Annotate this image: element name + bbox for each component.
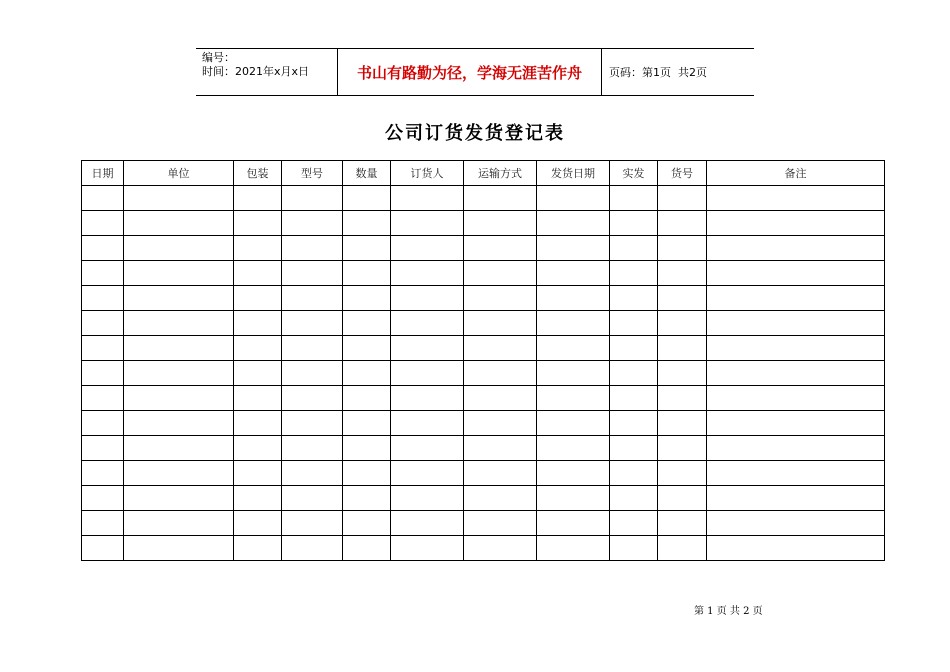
- table-cell[interactable]: [282, 411, 343, 436]
- table-cell[interactable]: [343, 436, 391, 461]
- table-cell[interactable]: [464, 511, 537, 536]
- table-cell[interactable]: [537, 486, 610, 511]
- table-cell[interactable]: [343, 311, 391, 336]
- document-time-label: 时间：2021年x月x日: [202, 65, 310, 78]
- table-cell[interactable]: [537, 436, 610, 461]
- table-cell[interactable]: [282, 186, 343, 211]
- table-cell[interactable]: [234, 436, 282, 461]
- table-cell[interactable]: [124, 511, 234, 536]
- table-cell[interactable]: [658, 386, 707, 411]
- table-cell[interactable]: [707, 386, 885, 411]
- table-cell[interactable]: [610, 536, 658, 561]
- table-cell[interactable]: [343, 211, 391, 236]
- table-cell[interactable]: [464, 336, 537, 361]
- page-title: 公司订货发货登记表: [385, 123, 565, 144]
- table-row: [82, 286, 885, 311]
- column-header-transport: 运输方式: [464, 161, 537, 186]
- table-cell[interactable]: [343, 411, 391, 436]
- table-cell[interactable]: [610, 411, 658, 436]
- table-cell[interactable]: [537, 411, 610, 436]
- table-cell[interactable]: [707, 361, 885, 386]
- table-cell[interactable]: [82, 211, 124, 236]
- table-cell[interactable]: [391, 286, 464, 311]
- table-cell[interactable]: [234, 286, 282, 311]
- column-header-model: 型号: [282, 161, 343, 186]
- table-cell[interactable]: [282, 436, 343, 461]
- table-cell[interactable]: [82, 186, 124, 211]
- column-header-shipped: 实发: [610, 161, 658, 186]
- table-cell[interactable]: [282, 461, 343, 486]
- table-row: [82, 461, 885, 486]
- table-cell[interactable]: [464, 286, 537, 311]
- table-cell[interactable]: [610, 336, 658, 361]
- table-cell[interactable]: [343, 461, 391, 486]
- header-slogan: 书山有路勤为径，学海无涯苦作舟: [338, 49, 602, 95]
- table-body: [82, 186, 885, 561]
- column-header-packaging: 包装: [234, 161, 282, 186]
- table-cell[interactable]: [658, 211, 707, 236]
- table-cell[interactable]: [610, 361, 658, 386]
- table-header-row: [82, 161, 885, 186]
- table-cell[interactable]: [82, 286, 124, 311]
- table-cell[interactable]: [707, 186, 885, 211]
- table-cell[interactable]: [537, 461, 610, 486]
- table-cell[interactable]: [610, 436, 658, 461]
- table-cell[interactable]: [610, 386, 658, 411]
- table-row: [82, 511, 885, 536]
- table-cell[interactable]: [124, 186, 234, 211]
- table-cell[interactable]: [391, 536, 464, 561]
- table-cell[interactable]: [282, 361, 343, 386]
- table-row: [82, 186, 885, 211]
- table-cell[interactable]: [658, 361, 707, 386]
- table-cell[interactable]: [464, 436, 537, 461]
- table-cell[interactable]: [610, 186, 658, 211]
- table-cell[interactable]: [124, 261, 234, 286]
- table-cell[interactable]: [124, 411, 234, 436]
- table-cell[interactable]: [707, 411, 885, 436]
- table-cell[interactable]: [82, 511, 124, 536]
- table-cell[interactable]: [707, 211, 885, 236]
- table-cell[interactable]: [537, 236, 610, 261]
- table-cell[interactable]: [124, 486, 234, 511]
- table-cell[interactable]: [537, 536, 610, 561]
- table-cell[interactable]: [282, 211, 343, 236]
- table-cell[interactable]: [282, 236, 343, 261]
- table-cell[interactable]: [707, 536, 885, 561]
- table-cell[interactable]: [464, 311, 537, 336]
- table-row: [82, 211, 885, 236]
- table-cell[interactable]: [707, 261, 885, 286]
- table-cell[interactable]: [391, 461, 464, 486]
- table-row: [82, 386, 885, 411]
- table-row: [82, 486, 885, 511]
- table-cell[interactable]: [610, 211, 658, 236]
- column-header-quantity: 数量: [343, 161, 391, 186]
- table-cell[interactable]: [464, 211, 537, 236]
- column-header-remarks: 备注: [707, 161, 885, 186]
- table-cell[interactable]: [391, 486, 464, 511]
- table-cell[interactable]: [464, 261, 537, 286]
- table-cell[interactable]: [610, 461, 658, 486]
- table-cell[interactable]: [234, 336, 282, 361]
- column-header-orderer: 订货人: [391, 161, 464, 186]
- table-row: [82, 261, 885, 286]
- table-cell[interactable]: [537, 211, 610, 236]
- table-cell[interactable]: [234, 261, 282, 286]
- table-cell[interactable]: [707, 236, 885, 261]
- column-header-date: 日期: [82, 161, 124, 186]
- order-shipping-table: [81, 160, 885, 561]
- table-cell[interactable]: [343, 186, 391, 211]
- table-cell[interactable]: [658, 336, 707, 361]
- table-cell[interactable]: [464, 411, 537, 436]
- table-cell[interactable]: [658, 311, 707, 336]
- table-cell[interactable]: [82, 386, 124, 411]
- table-cell[interactable]: [391, 261, 464, 286]
- table-cell[interactable]: [707, 286, 885, 311]
- table-cell[interactable]: [537, 186, 610, 211]
- table-cell[interactable]: [610, 286, 658, 311]
- table-cell[interactable]: [234, 236, 282, 261]
- table-cell[interactable]: [343, 236, 391, 261]
- table-cell[interactable]: [610, 261, 658, 286]
- table-cell[interactable]: [234, 361, 282, 386]
- table-cell[interactable]: [343, 261, 391, 286]
- column-header-item-no: 货号: [658, 161, 707, 186]
- table-cell[interactable]: [234, 311, 282, 336]
- table-cell[interactable]: [124, 386, 234, 411]
- table-row: [82, 236, 885, 261]
- table-cell[interactable]: [124, 286, 234, 311]
- table-cell[interactable]: [282, 511, 343, 536]
- table-cell[interactable]: [124, 311, 234, 336]
- table-cell[interactable]: [464, 361, 537, 386]
- table-cell[interactable]: [124, 436, 234, 461]
- table-cell[interactable]: [82, 261, 124, 286]
- table-cell[interactable]: [658, 261, 707, 286]
- table-cell[interactable]: [124, 536, 234, 561]
- table-cell[interactable]: [707, 511, 885, 536]
- table-cell[interactable]: [537, 261, 610, 286]
- table-cell[interactable]: [234, 461, 282, 486]
- table-cell[interactable]: [537, 361, 610, 386]
- table-cell[interactable]: [658, 486, 707, 511]
- table-cell[interactable]: [124, 461, 234, 486]
- table-cell[interactable]: [282, 486, 343, 511]
- header-meta: [196, 49, 338, 95]
- table-cell[interactable]: [234, 486, 282, 511]
- table-cell[interactable]: [82, 461, 124, 486]
- table-cell[interactable]: [124, 236, 234, 261]
- table-cell[interactable]: [658, 461, 707, 486]
- table-cell[interactable]: [391, 311, 464, 336]
- table-cell[interactable]: [282, 261, 343, 286]
- table-cell[interactable]: [464, 536, 537, 561]
- table-cell[interactable]: [82, 361, 124, 386]
- table-cell[interactable]: [343, 536, 391, 561]
- table-cell[interactable]: [343, 511, 391, 536]
- table-cell[interactable]: [82, 411, 124, 436]
- table-cell[interactable]: [391, 436, 464, 461]
- table-row: [82, 311, 885, 336]
- table-cell[interactable]: [707, 486, 885, 511]
- table-cell[interactable]: [464, 486, 537, 511]
- table-cell[interactable]: [282, 536, 343, 561]
- document-number-label: 编号：: [202, 51, 235, 64]
- table-cell[interactable]: [124, 211, 234, 236]
- table-cell[interactable]: [464, 236, 537, 261]
- table-row: [82, 436, 885, 461]
- table-cell[interactable]: [464, 186, 537, 211]
- table-cell[interactable]: [124, 336, 234, 361]
- table-cell[interactable]: [537, 336, 610, 361]
- table-cell[interactable]: [234, 386, 282, 411]
- table-cell[interactable]: [234, 511, 282, 536]
- table-cell[interactable]: [282, 286, 343, 311]
- table-cell[interactable]: [610, 511, 658, 536]
- table-cell[interactable]: [124, 361, 234, 386]
- column-header-unit: 单位: [124, 161, 234, 186]
- table-cell[interactable]: [707, 461, 885, 486]
- table-cell[interactable]: [391, 186, 464, 211]
- table-cell[interactable]: [464, 386, 537, 411]
- table-cell[interactable]: [234, 211, 282, 236]
- table-cell[interactable]: [82, 436, 124, 461]
- table-cell[interactable]: [707, 311, 885, 336]
- table-row: [82, 536, 885, 561]
- table-cell[interactable]: [82, 536, 124, 561]
- table-cell[interactable]: [391, 361, 464, 386]
- table-cell[interactable]: [234, 186, 282, 211]
- table-cell[interactable]: [610, 486, 658, 511]
- table-cell[interactable]: [343, 361, 391, 386]
- table-cell[interactable]: [658, 411, 707, 436]
- table-cell[interactable]: [391, 236, 464, 261]
- table-cell[interactable]: [234, 411, 282, 436]
- table-cell[interactable]: [537, 511, 610, 536]
- table-cell[interactable]: [537, 386, 610, 411]
- table-cell[interactable]: [658, 186, 707, 211]
- table-cell[interactable]: [658, 236, 707, 261]
- table-cell[interactable]: [537, 286, 610, 311]
- table-cell[interactable]: [610, 236, 658, 261]
- table-cell[interactable]: [82, 486, 124, 511]
- table-cell[interactable]: [82, 311, 124, 336]
- column-header-ship-date: 发货日期: [537, 161, 610, 186]
- table-cell[interactable]: [282, 311, 343, 336]
- document-header: [196, 48, 754, 96]
- table-cell[interactable]: [464, 461, 537, 486]
- table-cell[interactable]: [658, 511, 707, 536]
- table-cell[interactable]: [658, 536, 707, 561]
- table-cell[interactable]: [391, 411, 464, 436]
- table-row: [82, 336, 885, 361]
- table-cell[interactable]: [343, 386, 391, 411]
- table-cell[interactable]: [82, 236, 124, 261]
- table-cell[interactable]: [282, 336, 343, 361]
- table-cell[interactable]: [234, 536, 282, 561]
- table-cell[interactable]: [343, 486, 391, 511]
- table-cell[interactable]: [707, 336, 885, 361]
- table-cell[interactable]: [707, 436, 885, 461]
- table-cell[interactable]: [343, 336, 391, 361]
- table-cell[interactable]: [391, 336, 464, 361]
- header-page-code: 页码：第1页 共2页: [609, 66, 707, 79]
- table-row: [82, 361, 885, 386]
- table-cell[interactable]: [610, 311, 658, 336]
- page-footer: 第 1 页 共 2 页: [694, 606, 763, 617]
- table-cell[interactable]: [658, 286, 707, 311]
- table-row: [82, 411, 885, 436]
- table-cell[interactable]: [658, 436, 707, 461]
- table-cell[interactable]: [343, 286, 391, 311]
- table-cell[interactable]: [282, 386, 343, 411]
- table-cell[interactable]: [391, 511, 464, 536]
- table-cell[interactable]: [82, 336, 124, 361]
- table-cell[interactable]: [391, 211, 464, 236]
- table-cell[interactable]: [537, 311, 610, 336]
- table-cell[interactable]: [391, 386, 464, 411]
